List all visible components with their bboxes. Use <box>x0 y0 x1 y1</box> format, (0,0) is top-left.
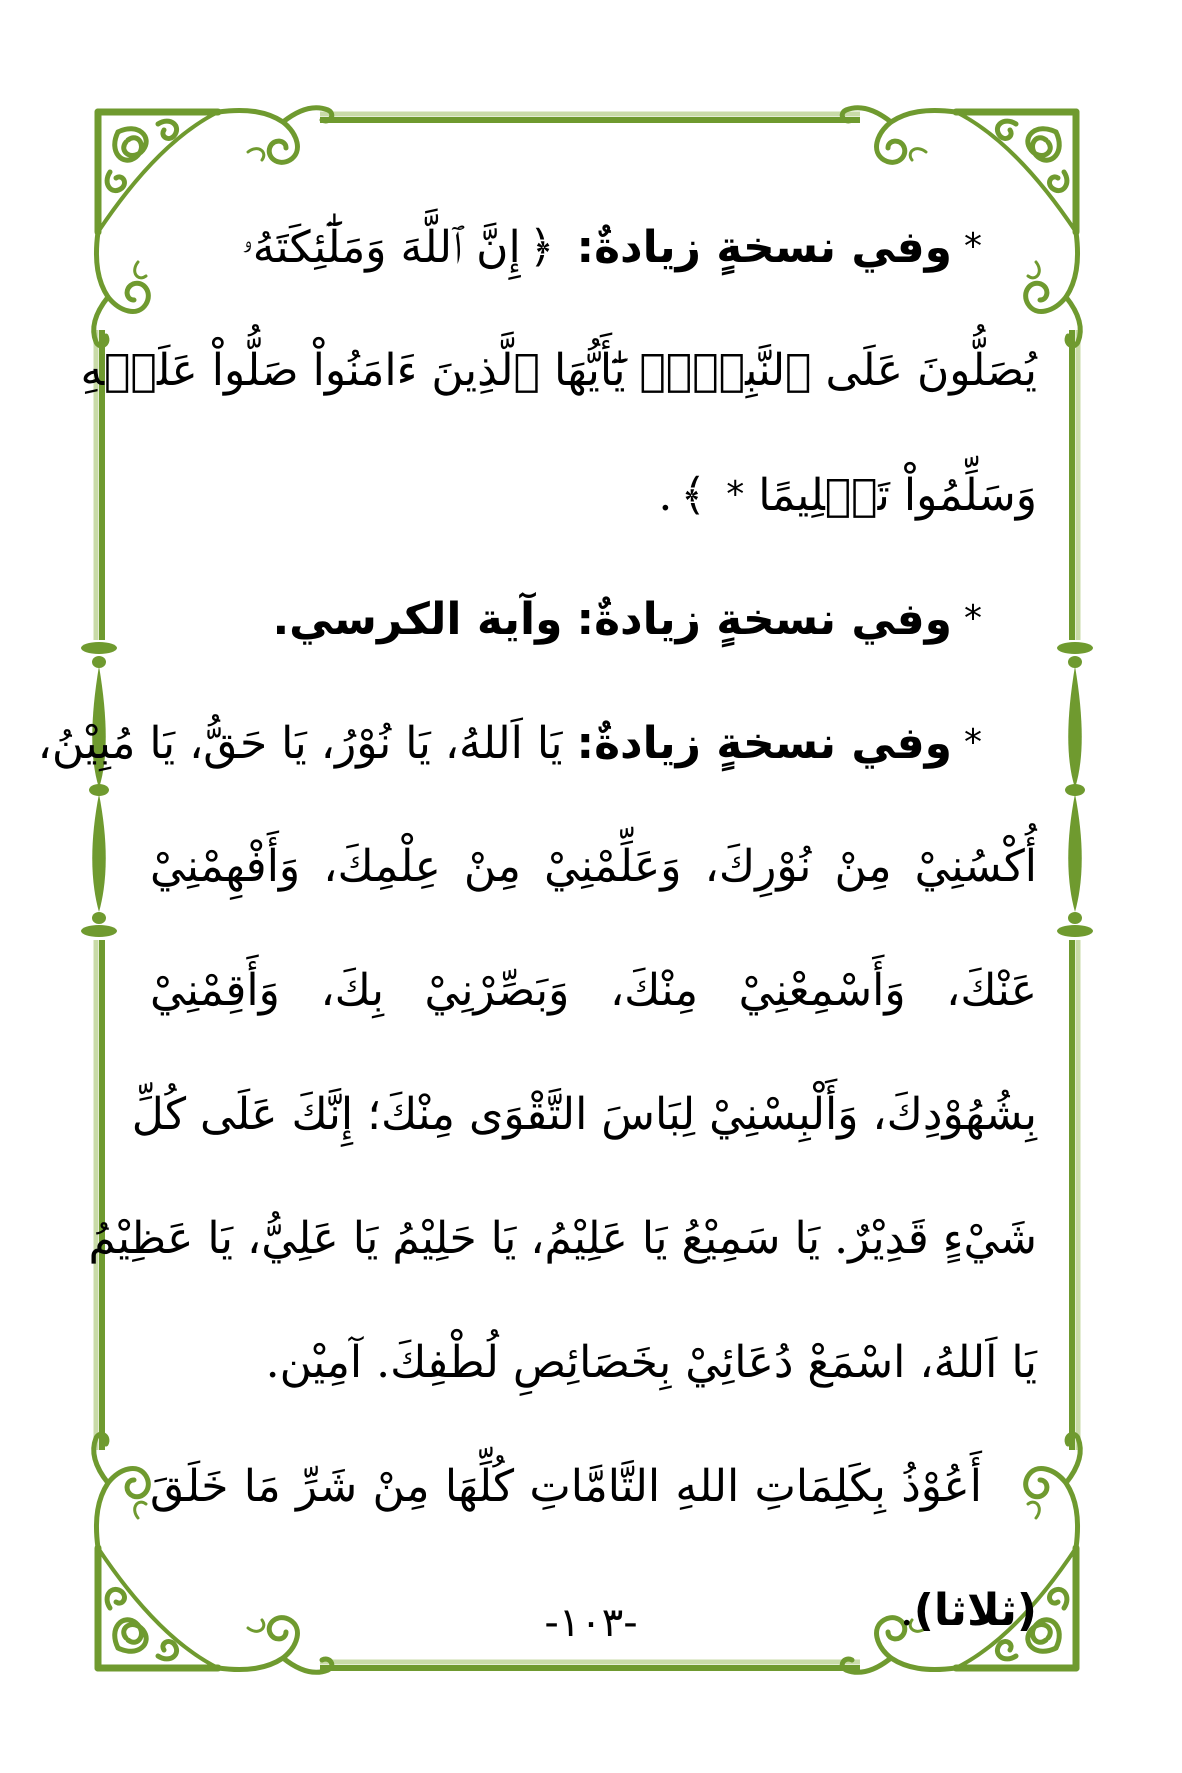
bullet-star: * <box>964 722 982 763</box>
paragraph-1-line-3 <box>150 433 1037 557</box>
paragraph-2-line-1 <box>150 557 1037 681</box>
paragraph-3-line-1 <box>37 681 1037 805</box>
bullet-star: * <box>964 226 982 267</box>
bullet-star: * <box>964 598 982 639</box>
sentence-end: . <box>899 1585 914 1636</box>
page-number: -١٠٣- <box>544 1600 638 1646</box>
page-body <box>37 185 1037 1673</box>
ayat-al-kursi-text: وآية الكرسي. <box>272 594 563 645</box>
repeat-count-note: (ثلاثا) <box>913 1585 1037 1636</box>
sentence-end: . <box>658 470 673 521</box>
variant-label: وفي نسخةٍ زيادةٌ: <box>576 594 952 645</box>
paragraph-3-line-3: عَنْكَ، وَأَسْمِعْنِيْ مِنْكَ، وَبَصِّرْنِيْ بِكَ، وَأَقِمْنِيْ <box>150 965 1037 1016</box>
quran-open-bracket-icon: ﴿ <box>528 222 555 273</box>
dua-text: يَا اَللهُ، يَا نُوْرُ، يَا حَقُّ، يَا مُبِيْنُ، <box>37 718 563 769</box>
quran-verse-part: وَسَلِّمُواْ تَسۡلِيمًا <box>758 470 1037 521</box>
quran-close-bracket-icon: ﴾ <box>680 470 707 521</box>
variant-label: وفي نسخةٍ زيادةٌ: <box>576 718 952 769</box>
paragraph-4-line-1: أَعُوْذُ بِكَلِمَاتِ اللهِ التَّامَّاتِ كُلِّهَا مِنْ شَرِّ مَا خَلَقَ <box>150 1461 982 1512</box>
paragraph-3-line-2: أُكْسُنِيْ مِنْ نُوْرِكَ، وَعَلِّمْنِيْ مِنْ عِلْمِكَ، وَأَفْهِمْنِيْ <box>150 841 1037 892</box>
paragraph-1-line-1 <box>150 185 1037 309</box>
paragraph-3-line-4: بِشُهُوْدِكَ، وَأَلْبِسْنِيْ لِبَاسَ التَّقْوَى مِنْكَ؛ إِنَّكَ عَلَى كُلِّ <box>131 1089 1037 1140</box>
variant-label: وفي نسخةٍ زيادةٌ: <box>576 222 952 273</box>
right-spindle-ornament <box>1057 642 1093 937</box>
quran-verse-part: إِنَّ ٱللَّهَ وَمَلَٰٓئِكَتَهُۥ <box>241 222 521 273</box>
paragraph-3-line-6: يَا اَللهُ، اسْمَعْ دُعَائِيْ بِخَصَائِصِ لُطْفِكَ. آمِيْن. <box>265 1337 1037 1388</box>
paragraph-1-line-2: يُصَلُّونَ عَلَى ٱلنَّبِيِّۚ يَٰٓأَيُّهَا ٱلَّذِينَ ءَامَنُواْ صَلُّواْ عَلَيۡهِ <box>80 345 1037 396</box>
paragraph-3-line-5: شَيْءٍ قَدِيْرٌ. يَا سَمِيْعُ يَا عَلِيْمُ، يَا حَلِيْمُ يَا عَلِيُّ، يَا عَظِيْمُ <box>88 1213 1037 1264</box>
inner-star: * <box>726 474 745 515</box>
